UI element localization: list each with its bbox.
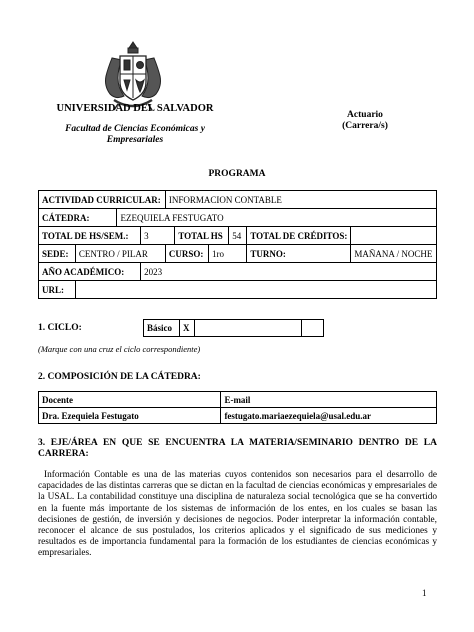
staff-table bbox=[38, 391, 437, 424]
col-docente-header: Docente bbox=[39, 392, 221, 408]
staff-header-row bbox=[39, 392, 437, 408]
table-row bbox=[39, 408, 437, 424]
faculty-name: Facultad de Ciencias Económicas y Empresariales bbox=[65, 124, 205, 145]
course-info-table bbox=[38, 190, 437, 299]
career-block bbox=[330, 110, 400, 132]
creditos-value bbox=[351, 227, 437, 245]
sede-value: CENTRO / PILAR bbox=[75, 245, 165, 263]
col-email-header: E-mail bbox=[221, 392, 437, 408]
anio-label: AÑO ACADÉMICO: bbox=[39, 263, 141, 281]
ciclo-hint: (Marque con una cruz el ciclo correspondiente) bbox=[38, 344, 201, 354]
creditos-label: TOTAL DE CRÉDITOS: bbox=[247, 227, 351, 245]
ciclo-basico-label: Básico bbox=[144, 320, 180, 337]
row-catedra bbox=[39, 209, 437, 227]
ciclo-basico-mark[interactable]: X bbox=[180, 320, 195, 337]
ciclo-empty-cell-2[interactable] bbox=[302, 320, 324, 337]
turno-value: MAÑANA / NOCHE bbox=[351, 245, 437, 263]
page-number: 1 bbox=[422, 588, 427, 598]
row-anio bbox=[39, 263, 437, 281]
catedra-label: CÁTEDRA: bbox=[39, 209, 117, 227]
url-label: URL: bbox=[39, 281, 76, 299]
total-hs-value: 54 bbox=[229, 227, 247, 245]
hs-sem-label: TOTAL DE HS/SEM.: bbox=[39, 227, 141, 245]
curso-value: 1ro bbox=[208, 245, 246, 263]
row-hours bbox=[39, 227, 437, 245]
ciclo-heading: 1. CICLO: bbox=[38, 323, 82, 333]
eje-heading: 3. EJE/ÁREA EN QUE SE ENCUENTRA LA MATERIA/SEMINARIO DENTRO DE LA CARRERA: bbox=[38, 438, 437, 459]
row-sede bbox=[39, 245, 437, 263]
university-name: UNIVERSIDAD DEL SALVADOR bbox=[56, 103, 214, 114]
anio-value: 2023 bbox=[141, 263, 437, 281]
actividad-value: INFORMACION CONTABLE bbox=[165, 191, 436, 209]
document-title: PROGRAMA bbox=[208, 169, 266, 179]
composicion-heading: 2. COMPOSICIÓN DE LA CÁTEDRA: bbox=[38, 372, 201, 382]
ciclo-row bbox=[144, 320, 324, 337]
ciclo-table bbox=[143, 319, 324, 337]
turno-label: TURNO: bbox=[247, 245, 351, 263]
hs-sem-value: 3 bbox=[141, 227, 175, 245]
sede-label: SEDE: bbox=[39, 245, 76, 263]
catedra-value: EZEQUIELA FESTUGATO bbox=[117, 209, 437, 227]
eje-paragraph: Información Contable es una de las materias cuyos contenidos son necesarios para el desarrollo de capacidades de las distintas carreras que se dictan en la facultad de ciencias económicas y empresariales de la USAL. La contabilidad constituye una disciplina de naturaleza social tecnológica que se ha convertido en la fuente más importante de los sistemas de información de los entes, en los cuales se basan las decisiones de gestión, de inversión y decisiones de negocios. Poder interpretar la información contable, reconocer el alcance de sus postulados, los criterios aplicados y el significado de sus mediciones y resultados es de importancia fundamental para la formación de los estudiantes de ciencias económicas y empresariales. bbox=[38, 470, 437, 559]
docente-email: festugato.mariaezequiela@usal.edu.ar bbox=[221, 408, 437, 424]
career-name: Actuario bbox=[347, 110, 383, 120]
actividad-label: ACTIVIDAD CURRICULAR: bbox=[39, 191, 166, 209]
curso-label: CURSO: bbox=[165, 245, 208, 263]
ciclo-empty-cell-1[interactable] bbox=[195, 320, 302, 337]
total-hs-label: TOTAL HS bbox=[175, 227, 229, 245]
url-value bbox=[75, 281, 436, 299]
career-hint: (Carrera/s) bbox=[342, 121, 388, 131]
docente-name: Dra. Ezequiela Festugato bbox=[39, 408, 221, 424]
row-url bbox=[39, 281, 437, 299]
row-actividad bbox=[39, 191, 437, 209]
